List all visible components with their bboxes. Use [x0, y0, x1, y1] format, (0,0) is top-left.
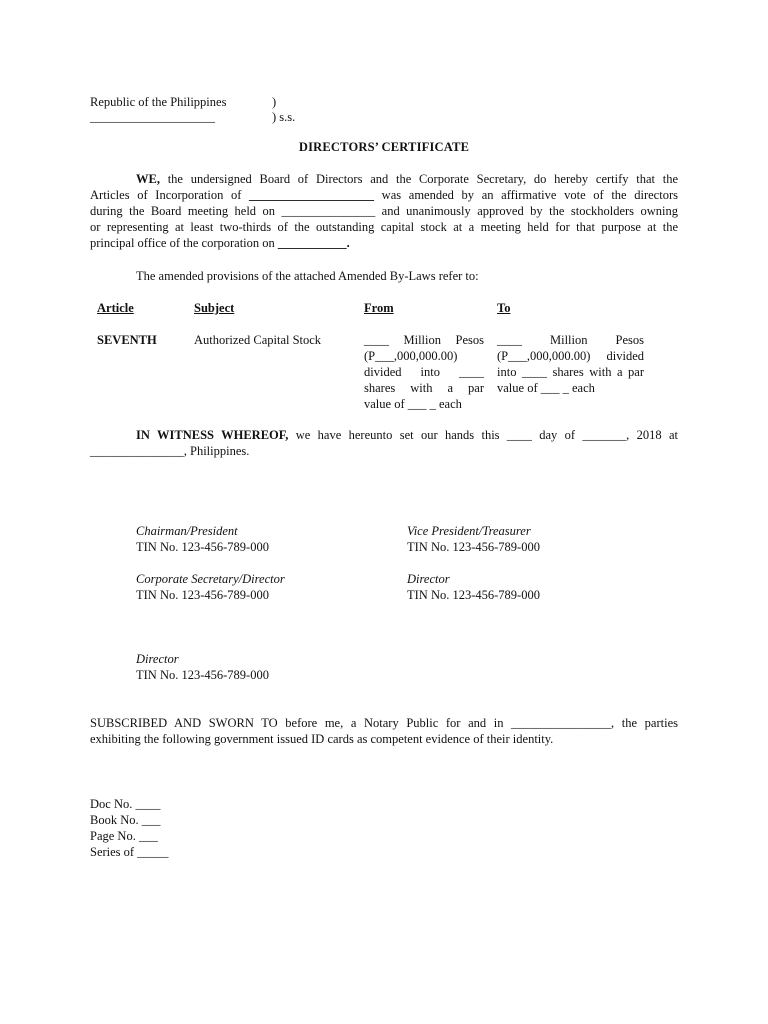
intro-line-5 [90, 235, 678, 251]
signatory-chairman [136, 523, 269, 555]
signatory-tin: TIN No. 123-456-789-000 [136, 540, 269, 554]
from-line: divided into ____ [364, 365, 484, 379]
table-header-from: From [364, 301, 394, 315]
intro-line-4: or representing at least two-thirds of the outstanding capital stock at a meeting held for that purpose at the [90, 220, 678, 234]
corporation-name-blank: ____________________ [249, 188, 375, 202]
signatory-tin: TIN No. 123-456-789-000 [136, 588, 269, 602]
venue-ss: ) s.s. [272, 110, 296, 124]
table-header-subject: Subject [194, 301, 235, 315]
venue-country: Republic of the Philippines [90, 95, 227, 109]
intro-line-5-pre: principal office of the corporation on [90, 236, 278, 250]
signatory-tin: TIN No. 123-456-789-000 [136, 668, 269, 682]
witness-line-2: _______________, Philippines. [90, 444, 250, 458]
to-line: into ____ shares with a par [497, 365, 644, 379]
notary-doc-no: Doc No. ____ [90, 797, 161, 811]
to-line: value of ___ _ each [497, 381, 595, 395]
signatory-role: Vice President/Treasurer [407, 524, 531, 538]
jurat-paragraph [90, 715, 678, 747]
witness-line-1-text: we have hereunto set our hands this ____ day of _______, 2018 at [288, 428, 679, 442]
provisions-intro: The amended provisions of the attached Amended By-Laws refer to: [136, 269, 479, 283]
signatory-vice-president [407, 523, 540, 555]
notary-book-no: Book No. ___ [90, 813, 161, 827]
signatory-role: Chairman/President [136, 524, 238, 538]
table-cell-to [497, 332, 644, 396]
signatory-role: Director [407, 572, 450, 586]
office-date-blank: ___________. [277, 236, 350, 250]
jurat-line-1: SUBSCRIBED AND SWORN TO before me, a Notary Public for and in ________________, the parties [90, 716, 678, 730]
to-line: (P___,000,000.00) divided [497, 349, 644, 363]
venue-blank-line: ____________________ [90, 110, 215, 124]
table-header-article: Article [97, 301, 134, 315]
signatory-corporate-secretary [136, 571, 285, 603]
from-line: shares with a par [364, 381, 484, 395]
signatory-role: Corporate Secretary/Director [136, 572, 285, 586]
signatory-tin: TIN No. 123-456-789-000 [407, 588, 540, 602]
signatory-tin: TIN No. 123-456-789-000 [407, 540, 540, 554]
to-line: ____ Million Pesos [497, 333, 644, 347]
from-line: ____ Million Pesos [364, 333, 484, 347]
page-title: DIRECTORS’ CERTIFICATE [298, 140, 470, 154]
table-cell-article: SEVENTH [97, 333, 157, 347]
table-cell-subject: Authorized Capital Stock [194, 333, 322, 347]
signatory-director [407, 571, 540, 603]
notary-details [90, 796, 168, 860]
venue-paren: ) [272, 95, 277, 109]
notary-series: Series of _____ [90, 845, 169, 859]
witness-lead: IN WITNESS WHEREOF, [136, 428, 289, 442]
intro-line-1-text: the undersigned Board of Directors and the Corporate Secretary, do hereby certify that the [159, 172, 678, 186]
from-line: (P___,000,000.00) [364, 349, 458, 363]
intro-line-2-post: was amended by an affirmative vote of the directors [374, 188, 678, 202]
jurat-line-2: exhibiting the following government issued ID cards as competent evidence of their identity. [90, 732, 554, 746]
signatory-director-2 [136, 651, 269, 683]
intro-line-3: during the Board meeting held on _______________ and unanimously approved by the stockholders owning [90, 204, 678, 218]
intro-we: WE, [136, 172, 160, 186]
intro-line-2-pre: Articles of Incorporation of [90, 188, 250, 202]
intro-line-2 [90, 187, 678, 203]
notary-page-no: Page No. ___ [90, 829, 158, 843]
intro-paragraph [90, 171, 678, 251]
signatory-role: Director [136, 652, 179, 666]
intro-line-1 [90, 171, 678, 187]
table-cell-from [364, 332, 484, 412]
from-line: value of ___ _ each [364, 397, 462, 411]
witness-line-1 [90, 427, 678, 443]
table-header-to: To [497, 301, 511, 315]
witness-paragraph [90, 427, 678, 459]
